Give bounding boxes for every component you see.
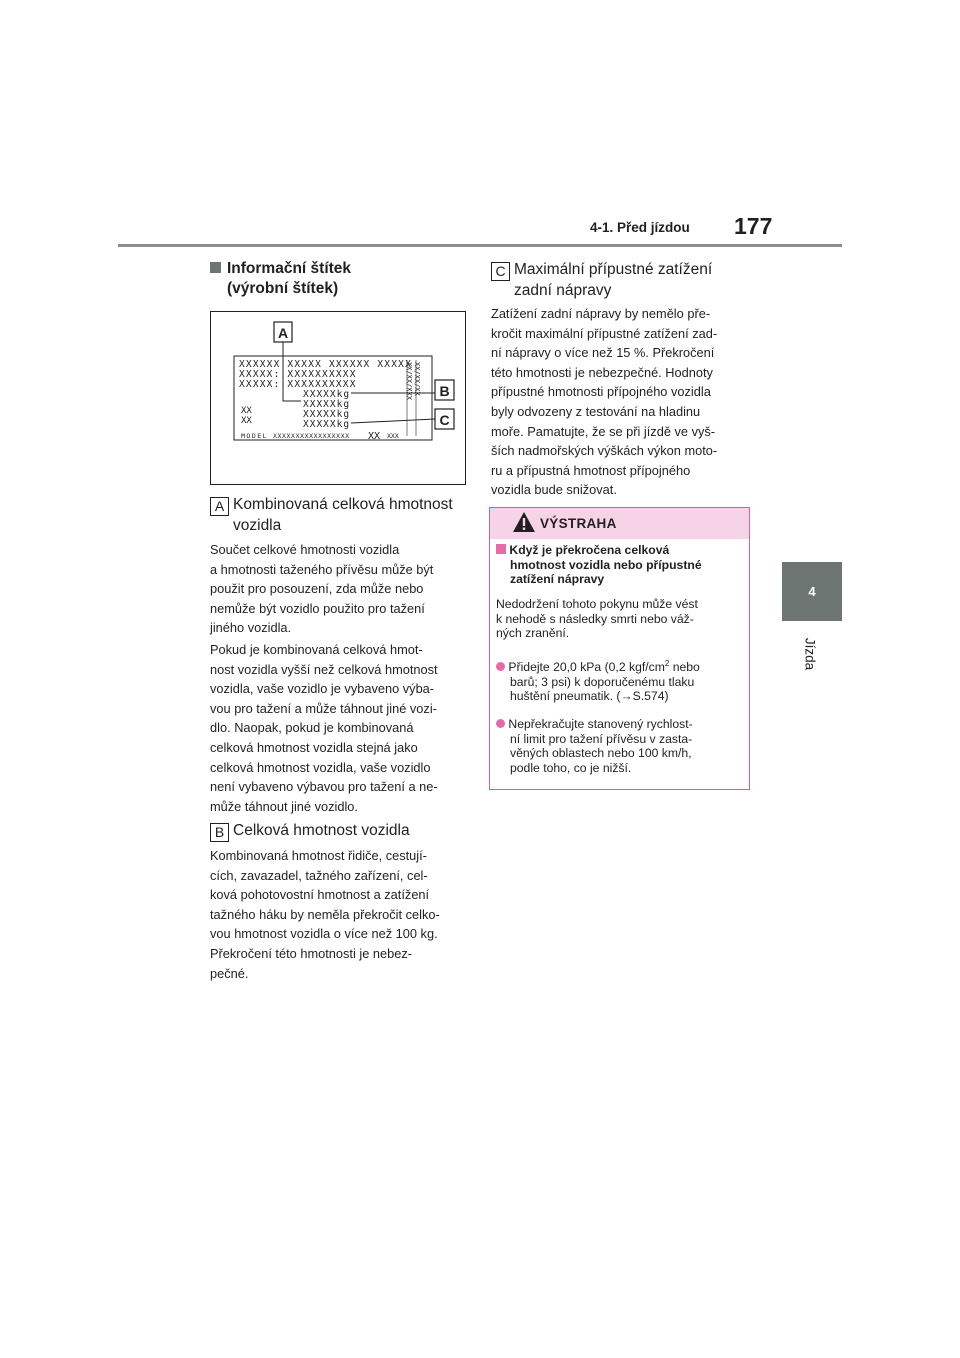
text-line: ní nápravy o více než 15 %. Překročení — [491, 345, 715, 361]
text-line: vozidla bude snižovat. — [491, 482, 617, 498]
label-row-5: XXXXXkg — [303, 399, 351, 410]
warning-bullet-1 — [496, 657, 700, 704]
label-model-xx: XX — [368, 431, 381, 442]
text-line: k nehodě s následky smrti nebo váž- — [496, 611, 694, 626]
text-line: Kombinovaná hmotnost řidiče, cestují- — [210, 848, 427, 863]
text-line: nost vozidla vyšší než celková hmotnost — [210, 661, 438, 677]
label-row-2: XXXXX: XXXXXXXXXX — [239, 369, 357, 380]
text-line: vozidla, vaše vozidlo je vybaveno výba- — [210, 681, 435, 697]
label-vertical-1: XX/XX/XXX — [405, 362, 413, 400]
text-line: byly odvozeny z testování na hladinu — [491, 403, 701, 419]
text-line: ková pohotovostní hmotnost a zatížení — [210, 887, 430, 903]
text-line: může táhnout jiné vozidlo. — [210, 798, 358, 814]
text-line: huštění pneumatik. ( — [510, 689, 621, 704]
text-line: použit pro posouzení, zda může nebo — [210, 581, 424, 597]
text-line: Přidejte 20,0 kPa (0,2 kgf/cm — [508, 660, 665, 675]
section-title: 4-1. Před jízdou — [590, 220, 690, 235]
text-line: ru a přípustná hmotnost přípojného — [491, 462, 691, 478]
text-line: ších nadmořských výškách výkon moto- — [491, 443, 718, 459]
warning-bullet-1-line-1 — [496, 657, 700, 675]
item-a-paragraph-2 — [210, 640, 438, 816]
label-xx-1: XX — [241, 406, 252, 416]
item-a-title-line1: Kombinovaná celková hmotnost — [233, 496, 453, 513]
label-row-3: XXXXX: XXXXXXXXXX — [239, 379, 357, 390]
text-line: nemůže být vozidlo použito pro tažení — [210, 600, 425, 616]
label-model-xxx: XXX — [387, 432, 399, 440]
text-line: zatížení nápravy — [510, 572, 605, 587]
item-a-title-line2: vozidla — [233, 517, 282, 534]
text-line: není vybaveno výbavou pro tažení a ne- — [210, 779, 438, 795]
bullet-dot-icon — [496, 662, 505, 671]
text-line: této hmotnosti je nebezpečné. Hodnoty — [491, 364, 713, 380]
text-line: Pokud je kombinovaná celková hmot- — [210, 642, 423, 657]
text-line: nebo — [669, 660, 700, 675]
square-bullet-icon — [496, 544, 506, 554]
text-line: Součet celkové hmotnosti vozidla — [210, 542, 400, 557]
bullet-dot-icon — [496, 719, 505, 728]
warning-bullet-2-line-1 — [496, 717, 693, 732]
label-model-value: XXXXXXXXXXXXXXXXX — [273, 432, 350, 440]
text-line: kročit maximální přípustné zatížení zad- — [491, 325, 718, 341]
text-line: Zatížení zadní nápravy by nemělo pře- — [491, 306, 711, 321]
item-b-title-text: Celková hmotnost vozidla — [233, 822, 410, 839]
text-line: moře. Pamatujte, že se při jízdě ve vyš- — [491, 423, 716, 439]
item-c-title-line2: zadní nápravy — [514, 282, 612, 299]
heading-line2: (výrobní štítek) — [227, 280, 339, 297]
text-line: ní limit pro tažení přívěsu v zasta- — [510, 731, 693, 746]
text-line: cích, zavazadel, tažného zařízení, cel- — [210, 867, 428, 883]
text-line: a hmotnosti taženého přívěsu může být — [210, 561, 434, 577]
item-c-paragraph — [491, 304, 717, 500]
label-row-6: XXXXXkg — [303, 409, 351, 420]
item-b-title — [210, 819, 410, 843]
chapter-tab: 4 — [782, 562, 842, 621]
warning-subheading — [496, 543, 702, 587]
text-line: vou pro tažení a může táhnout jiné vozi- — [210, 700, 437, 716]
item-a-paragraph-1 — [210, 540, 433, 638]
text-line: Nedodržení tohoto pokynu může vést — [496, 597, 698, 611]
warning-title: VÝSTRAHA — [540, 516, 617, 531]
label-figure — [210, 311, 466, 485]
text-line: ných zranění. — [496, 626, 570, 641]
heading-line1: Informační štítek — [227, 260, 352, 277]
warning-bullet-1-line-3 — [496, 689, 700, 704]
text-line: hmotnost vozidla nebo přípustné — [510, 557, 702, 572]
label-xx-2: XX — [241, 416, 252, 426]
warning-triangle-icon — [512, 511, 536, 533]
page-reference-link[interactable]: S.574) — [632, 689, 669, 704]
arrow-icon: → — [620, 689, 633, 704]
item-b-letter: B — [210, 823, 229, 842]
text-line: podle toho, co je nižší. — [510, 760, 632, 775]
header-divider — [118, 244, 842, 247]
callout-b-letter: B — [439, 383, 450, 399]
text-line: tažného háku by neměla překročit celko- — [210, 906, 440, 922]
callout-c-letter: C — [439, 412, 450, 428]
label-row-1: XXXXXX XXXXX XXXXXX XXXXX — [239, 359, 412, 370]
text-line: vou hmotnost vozidla o více než 100 kg. — [210, 926, 438, 942]
warning-intro — [496, 597, 698, 641]
square-bullet-icon — [210, 262, 221, 273]
item-c-title-line1: Maximální přípustné zatížení — [514, 261, 713, 278]
text-line: Když je překročena celková — [509, 543, 670, 557]
chapter-title: Jízda — [802, 637, 818, 671]
information-label-diagram — [211, 312, 465, 484]
label-vertical-2: XX/XX/XX — [413, 362, 421, 396]
item-b-paragraph — [210, 846, 440, 983]
text-line: celková hmotnost vozidla, vaše vozidlo — [210, 759, 431, 775]
chapter-side-label — [800, 630, 820, 678]
label-row-7: XXXXXkg — [303, 419, 351, 430]
label-row-4: XXXXXkg — [303, 389, 351, 400]
text-line: věných oblastech nebo 100 km/h, — [510, 746, 692, 761]
text-line: dlo. Naopak, pokud je kombinovaná — [210, 720, 414, 736]
callout-a-letter: A — [277, 325, 289, 341]
warning-subheading-line-1 — [496, 543, 702, 558]
text-line: celková hmotnost vozidla stejná jako — [210, 739, 418, 755]
page-number: 177 — [734, 213, 773, 239]
text-line: barů; 3 psi) k doporučenému tlaku — [510, 674, 695, 689]
item-c-letter: C — [491, 262, 510, 281]
label-model: MODEL — [241, 432, 269, 440]
text-line: jiného vozidla. — [210, 620, 292, 636]
warning-bullet-2 — [496, 717, 693, 775]
text-line: Nepřekračujte stanovený rychlost- — [508, 717, 693, 731]
text-line: přípustné hmotnosti přípojného vozidla — [491, 384, 711, 400]
superscript: 2 — [664, 659, 670, 668]
text-line: Překročení této hmotnosti je nebez- — [210, 945, 413, 961]
item-a-letter: A — [210, 497, 229, 516]
text-line: pečné. — [210, 965, 249, 981]
